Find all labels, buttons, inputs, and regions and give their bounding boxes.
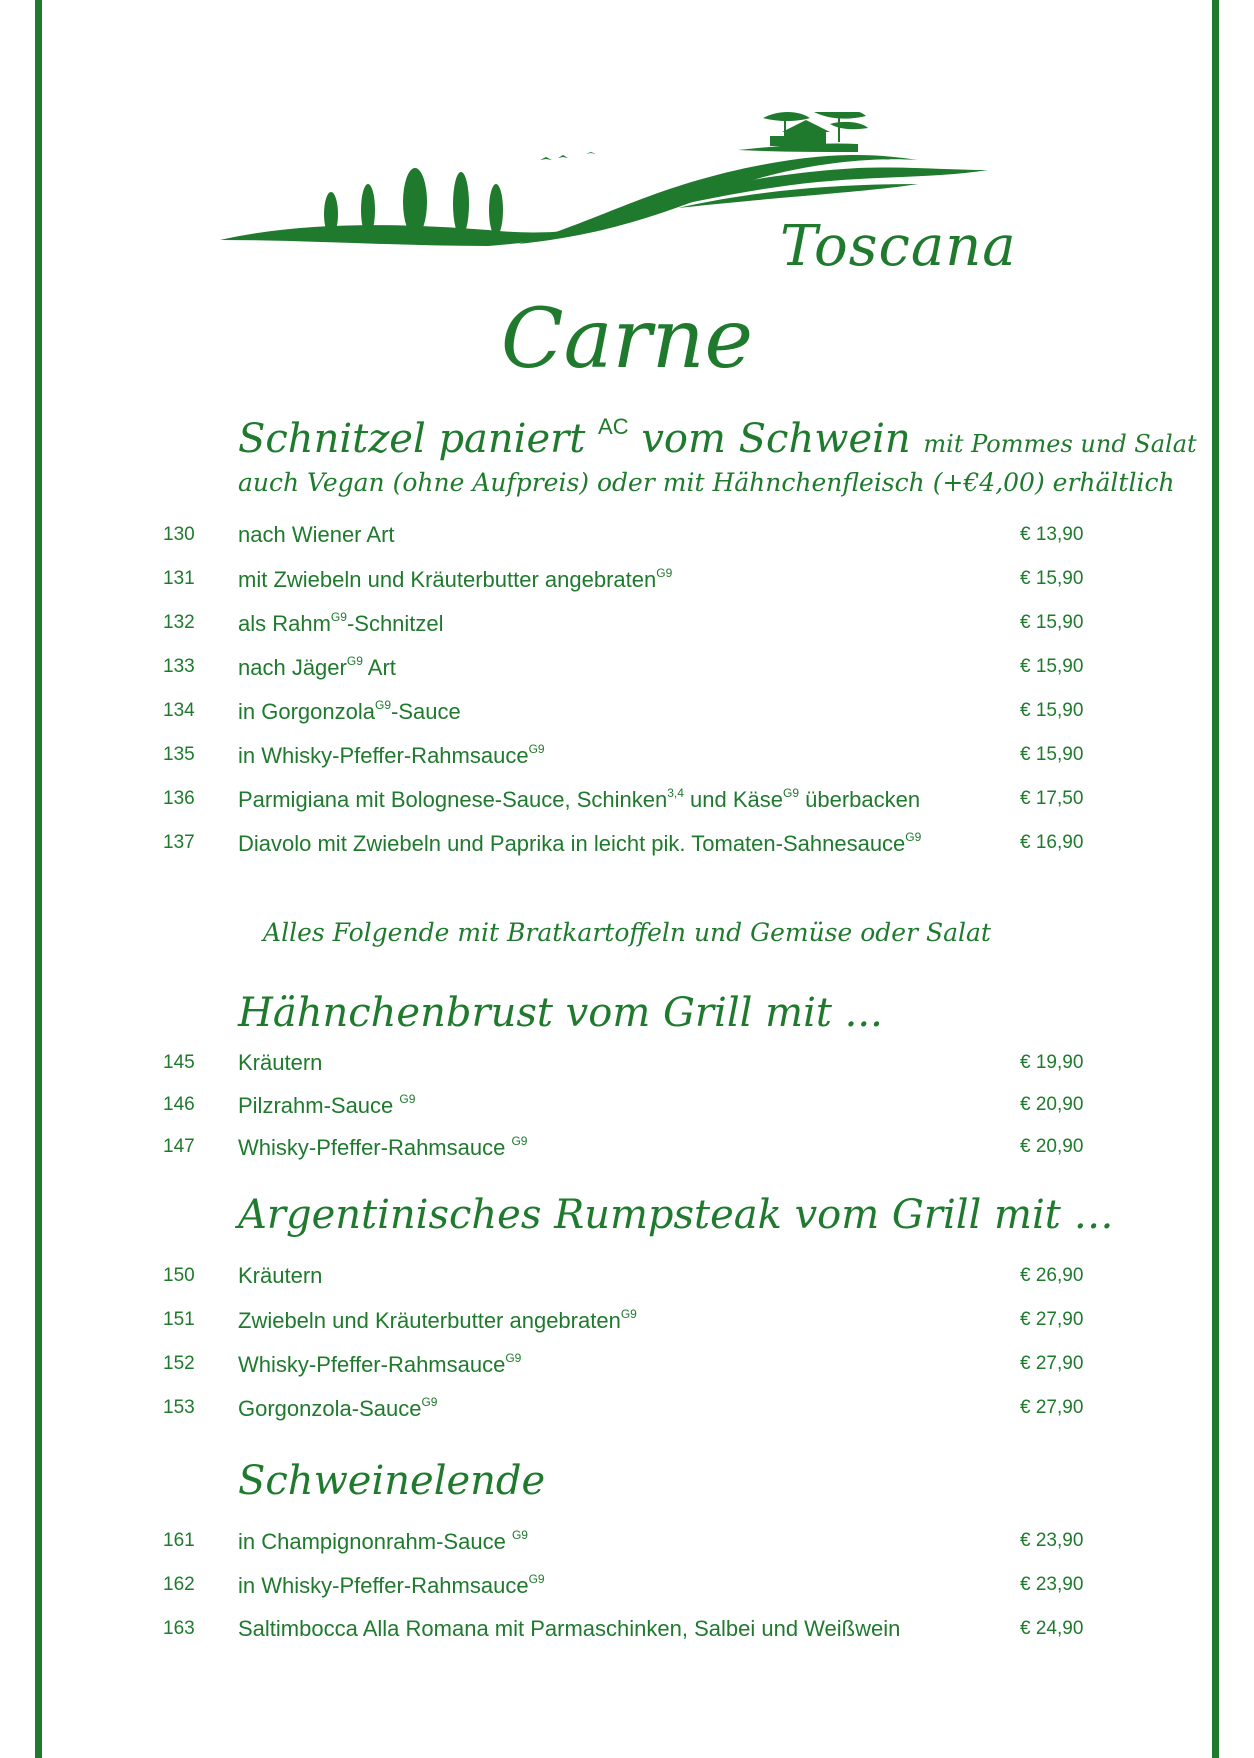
item-name: in Champignonrahm-Sauce $^{G9}$ xyxy=(238,1528,528,1554)
menu-item-132 xyxy=(0,608,1254,640)
menu-item-130 xyxy=(0,520,1254,552)
item-name: Saltimbocca Alla Romana mit Parmaschinken, Salbei und Weißwein xyxy=(238,1616,901,1641)
item-price: € 17,50 xyxy=(1020,788,1084,809)
item-number: 137 xyxy=(163,832,195,853)
menu-item-161 xyxy=(0,1526,1254,1558)
item-price: € 15,90 xyxy=(1020,612,1084,633)
item-price: € 15,90 xyxy=(1020,568,1084,589)
allergen-code: G9 xyxy=(528,1572,545,1586)
item-name: Zwiebeln und Kräuterbutter angebraten$^{G9}$ xyxy=(238,1307,637,1333)
sides-note: Alles Folgende mit Bratkartoffeln und Gemüse oder Salat xyxy=(263,918,991,947)
pork-heading: Schweinelende xyxy=(238,1458,546,1504)
item-name: Gorgonzola-Sauce$^{G9}$ xyxy=(238,1395,438,1421)
menu-item-136 xyxy=(0,784,1254,816)
item-price: € 27,90 xyxy=(1020,1353,1084,1374)
menu-item-135 xyxy=(0,740,1254,772)
logo-name: Toscana xyxy=(780,214,1017,279)
menu-item-137 xyxy=(0,828,1254,860)
item-price: € 15,90 xyxy=(1020,700,1084,721)
item-number: 130 xyxy=(163,524,195,545)
item-price: € 26,90 xyxy=(1020,1265,1084,1286)
item-name: Kräutern xyxy=(238,1050,323,1075)
item-name: Whisky-Pfeffer-Rahmsauce $^{G9}$ xyxy=(238,1134,528,1160)
item-name: Diavolo mit Zwiebeln und Paprika in leicht pik. Tomaten-Sahnesauce$^{G9}$ xyxy=(238,830,922,856)
frame-right-border xyxy=(1212,0,1219,1758)
menu-item-153 xyxy=(0,1393,1254,1425)
item-price: € 24,90 xyxy=(1020,1618,1084,1639)
item-number: 151 xyxy=(163,1309,195,1330)
item-name: in Gorgonzola$^{G9}$-Sauce xyxy=(238,698,461,724)
item-number: 136 xyxy=(163,788,195,809)
item-number: 152 xyxy=(163,1353,195,1374)
allergen-code: G9 xyxy=(505,1351,522,1365)
item-price: € 15,90 xyxy=(1020,656,1084,677)
item-number: 133 xyxy=(163,656,195,677)
item-number: 147 xyxy=(163,1136,195,1157)
menu-item-146 xyxy=(0,1090,1254,1122)
allergen-code: 3,4 xyxy=(667,786,684,800)
item-name: Pilzrahm-Sauce $^{G9}$ xyxy=(238,1092,416,1118)
allergen-code: G9 xyxy=(346,654,363,668)
item-name: Parmigiana mit Bolognese-Sauce, Schinken$^{3,4}$ und Käse$^{G9}$ überbacken xyxy=(238,786,921,812)
menu-item-152 xyxy=(0,1349,1254,1381)
allergen-code: G9 xyxy=(330,610,347,624)
item-price: € 23,90 xyxy=(1020,1574,1084,1595)
allergen-code: G9 xyxy=(421,1395,438,1409)
menu-item-147 xyxy=(0,1132,1254,1164)
schnitzel-heading-rest: vom Schwein xyxy=(641,416,911,462)
allergen-code: G9 xyxy=(783,786,800,800)
item-price: € 15,90 xyxy=(1020,744,1084,765)
menu-item-162 xyxy=(0,1570,1254,1602)
menu-item-134 xyxy=(0,696,1254,728)
item-price: € 19,90 xyxy=(1020,1052,1084,1073)
item-number: 163 xyxy=(163,1618,195,1639)
item-name: Whisky-Pfeffer-Rahmsauce$^{G9}$ xyxy=(238,1351,522,1377)
item-number: 150 xyxy=(163,1265,195,1286)
menu-item-133 xyxy=(0,652,1254,684)
menu-item-163 xyxy=(0,1614,1254,1646)
item-number: 145 xyxy=(163,1052,195,1073)
item-price: € 20,90 xyxy=(1020,1136,1084,1157)
item-name: mit Zwiebeln und Kräuterbutter angebraten$^{G9}$ xyxy=(238,566,673,592)
schnitzel-subline: auch Vegan (ohne Aufpreis) oder mit Hähnchenfleisch (+€4,00) erhältlich xyxy=(238,468,1175,497)
item-number: 153 xyxy=(163,1397,195,1418)
schnitzel-heading xyxy=(238,414,1197,462)
item-price: € 23,90 xyxy=(1020,1530,1084,1551)
item-price: € 13,90 xyxy=(1020,524,1084,545)
allergen-code: G9 xyxy=(528,742,545,756)
allergen-code: G9 xyxy=(511,1528,528,1542)
item-number: 161 xyxy=(163,1530,195,1551)
item-number: 132 xyxy=(163,612,195,633)
item-number: 131 xyxy=(163,568,195,589)
item-price: € 20,90 xyxy=(1020,1094,1084,1115)
item-price: € 16,90 xyxy=(1020,832,1084,853)
steak-heading: Argentinisches Rumpsteak vom Grill mit … xyxy=(238,1192,1114,1238)
item-name: in Whisky-Pfeffer-Rahmsauce$^{G9}$ xyxy=(238,1572,545,1598)
item-number: 134 xyxy=(163,700,195,721)
frame-left-border xyxy=(35,0,42,1758)
item-number: 135 xyxy=(163,744,195,765)
item-number: 146 xyxy=(163,1094,195,1115)
menu-item-151 xyxy=(0,1305,1254,1337)
schnitzel-heading-sides: mit Pommes und Salat xyxy=(923,430,1197,458)
allergen-code: G9 xyxy=(905,830,922,844)
item-number: 162 xyxy=(163,1574,195,1595)
item-name: als Rahm$^{G9}$-Schnitzel xyxy=(238,610,444,636)
item-price: € 27,90 xyxy=(1020,1397,1084,1418)
allergen-code: G9 xyxy=(656,566,673,580)
allergen-code: G9 xyxy=(399,1092,416,1106)
item-name: Kräutern xyxy=(238,1263,323,1288)
item-price: € 27,90 xyxy=(1020,1309,1084,1330)
menu-item-150 xyxy=(0,1261,1254,1293)
menu-item-145 xyxy=(0,1048,1254,1080)
page-title: Carne xyxy=(500,292,754,387)
allergen-code: G9 xyxy=(511,1134,528,1148)
allergen-code: G9 xyxy=(620,1307,637,1321)
menu-item-131 xyxy=(0,564,1254,596)
item-name: in Whisky-Pfeffer-Rahmsauce$^{G9}$ xyxy=(238,742,545,768)
item-name: nach Jäger$^{G9}$ Art xyxy=(238,654,396,680)
chicken-heading: Hähnchenbrust vom Grill mit ... xyxy=(238,990,883,1036)
schnitzel-heading-main: Schnitzel paniert xyxy=(238,416,586,462)
schnitzel-heading-allergen: AC xyxy=(598,414,629,439)
allergen-code: G9 xyxy=(374,698,391,712)
item-name: nach Wiener Art xyxy=(238,522,395,547)
